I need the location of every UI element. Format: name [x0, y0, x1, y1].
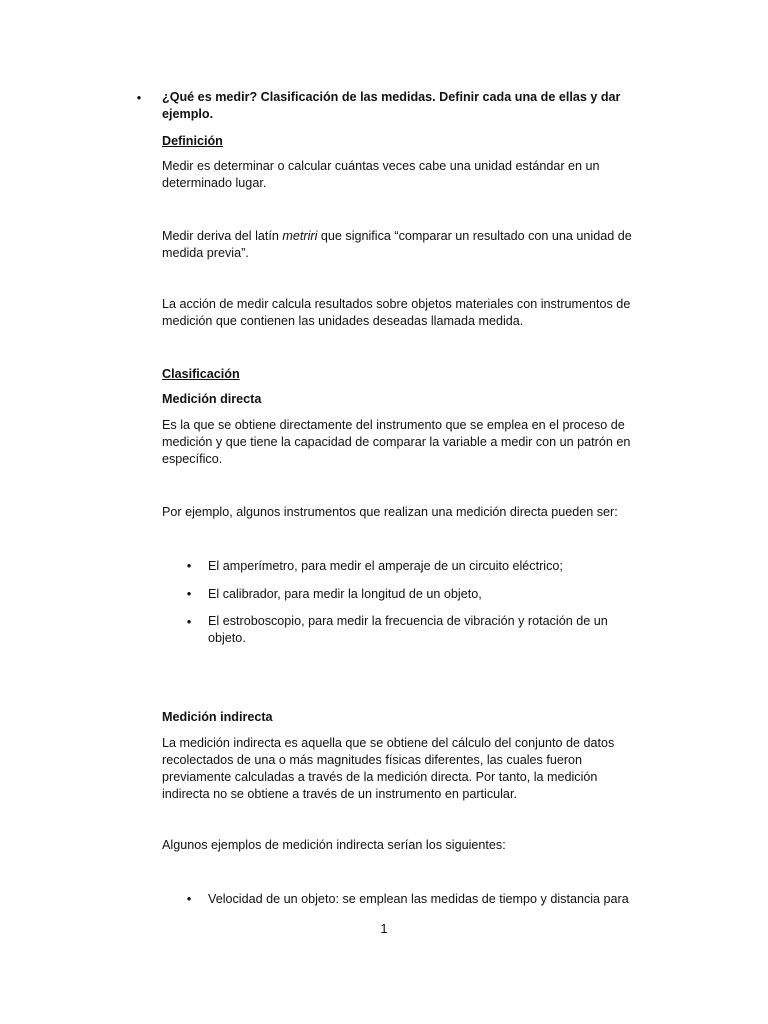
definicion-paragraph-1: Medir es determinar o calcular cuántas veces cabe una unidad estándar en un determinado lugar.	[162, 159, 600, 190]
definicion-paragraph-2-start: Medir deriva del latín	[162, 229, 283, 243]
medicion-directa-paragraph-2: Por ejemplo, algunos instrumentos que realizan una medición directa pueden ser:	[162, 505, 618, 519]
list-bullet: •	[186, 614, 192, 629]
medicion-indirecta-heading: Medición indirecta	[162, 710, 273, 724]
question-bullet: •	[136, 90, 142, 105]
list-bullet: •	[186, 558, 192, 573]
list-item: El amperímetro, para medir el amperaje de un circuito eléctrico;	[208, 559, 563, 573]
definicion-paragraph-3: La acción de medir calcula resultados sobre objetos materiales con instrumentos de medición que contienen las unidades deseadas llamada medida.	[162, 297, 631, 328]
definicion-heading: Definición	[162, 134, 223, 148]
list-item: Velocidad de un objeto: se emplean las medidas de tiempo y distancia para	[208, 892, 629, 906]
list-item: El estroboscopio, para medir la frecuencia de vibración y rotación de un objeto.	[208, 614, 608, 645]
medicion-indirecta-paragraph-1: La medición indirecta es aquella que se obtiene del cálculo del conjunto de datos recolectados de una o más magnitudes físicas diferentes, las cuales fueron previamente calculadas a través de la medición directa. Por tanto, la medición indirecta no se obtiene a través de un instrumento en particular.	[162, 736, 615, 801]
medicion-indirecta-paragraph-2: Algunos ejemplos de medición indirecta serían los siguientes:	[162, 838, 506, 852]
definicion-paragraph-2-end: que significa “comparar un resultado con una unidad de medida previa”.	[162, 229, 632, 260]
definicion-paragraph-2-italic: metriri	[282, 229, 318, 243]
question-line-1: ¿Qué es medir? Clasificación de las medidas. Definir cada una de ellas y dar	[162, 90, 621, 104]
clasificacion-heading: Clasificación	[162, 367, 240, 381]
page-number: 1	[380, 921, 388, 936]
definicion-paragraph-2	[162, 228, 647, 262]
medicion-directa-heading: Medición directa	[162, 392, 262, 406]
list-item: El calibrador, para medir la longitud de un objeto,	[208, 587, 482, 601]
medicion-directa-paragraph-1: Es la que se obtiene directamente del instrumento que se emplea en el proceso de medición y que tiene la capacidad de comparar la variable a medir con un patrón en específico.	[162, 418, 631, 466]
question-line-2: ejemplo.	[162, 107, 214, 121]
list-bullet: •	[186, 586, 192, 601]
list-bullet: •	[186, 891, 192, 906]
